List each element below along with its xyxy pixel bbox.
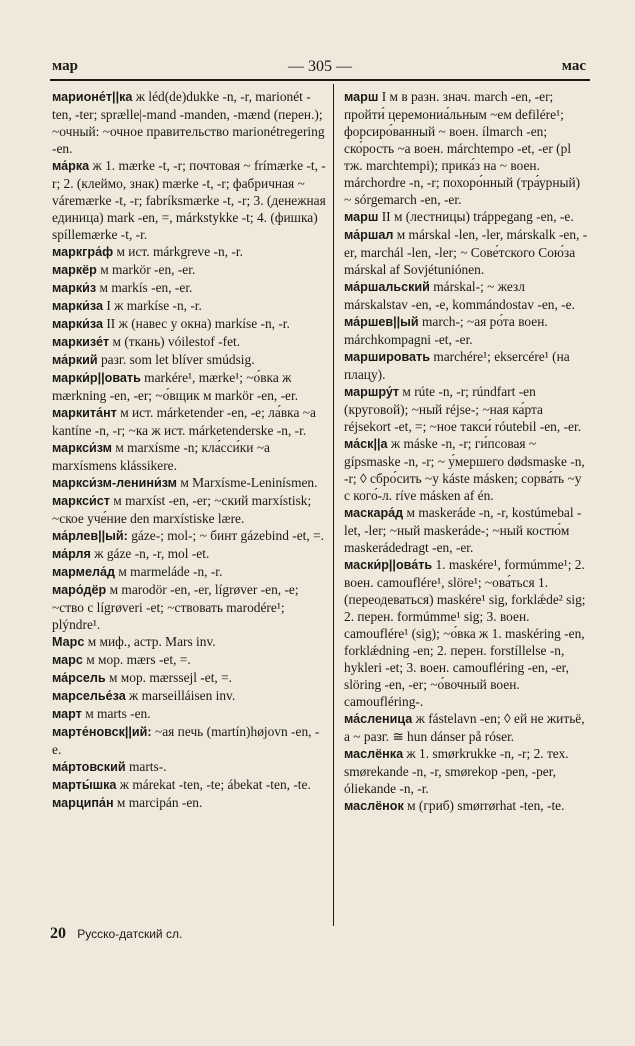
- entry-definition: ~ая печь (martín)højovn -en, -e.: [52, 724, 320, 757]
- entry-definition: м marxísme -n; кла́сси́ки ~а marxísmens klássikere.: [52, 440, 270, 473]
- entry-definition: marchére¹; ekserсére¹ (на плацу).: [344, 349, 570, 382]
- entry-definition: м (гриб) smørrørhat -ten, -te.: [403, 798, 565, 813]
- dictionary-entry: [50, 545, 326, 563]
- entry-headword: маркита́нт: [52, 406, 117, 420]
- entry-definition: márskal-; ~ жезл márskalstav -en, -e, kommándostav -en, -e.: [344, 279, 575, 312]
- left-column: [50, 88, 326, 812]
- entry-definition: м (ткань) vóilestof -fet.: [109, 334, 241, 349]
- entry-headword: маслёнка: [344, 747, 404, 761]
- entry-headword: марте́новск||ий:: [52, 725, 152, 739]
- left-guide-word: мар: [52, 58, 78, 74]
- dictionary-entry: [50, 279, 326, 297]
- entry-definition: м marmeláde -n, -r.: [115, 564, 223, 579]
- dictionary-entry: [50, 243, 326, 261]
- entry-headword: маркизе́т: [52, 335, 110, 349]
- dictionary-entry: [342, 710, 590, 745]
- entry-definition: ж 1. smørkrukke -n, -r; 2. тех. smørekande -n, -r, smørekop -pen, -per, óliekande -n, -r.: [344, 746, 569, 796]
- entry-headword: марш: [344, 210, 379, 224]
- entry-definition: ж fástelavn -en; ◊ ей не житьё, а ~ разг. ≅ hun dánser på róser.: [344, 711, 585, 744]
- entry-headword: ма́ршальский: [344, 280, 430, 294]
- entry-definition: I м в разн. знач. march -en, -er; пройти́ церемониа́льным ~ем defilére¹; форсиро́ванный ~ воен. ílmarch -en; ско́рость ~а воен. márchtempo -et, -er (pl тж. marchtempi); прика́з на ~ воен. márchordre -n, -r; похоро́нный (тра́урный) ~ sórgemarch -en, -er.: [344, 89, 581, 207]
- right-guide-word: мас: [561, 58, 586, 74]
- entry-definition: markére¹, mærke¹; ~о́вка ж mærkning -en, -er; ~о́вщик м markör -en, -er.: [52, 370, 299, 403]
- dictionary-entry: [342, 556, 590, 710]
- entry-headword: ма́ршев||ый: [344, 315, 419, 329]
- entry-definition: м markís -en, -er.: [96, 280, 193, 295]
- dictionary-entry: [50, 439, 326, 474]
- entry-headword: марселье́за: [52, 689, 126, 703]
- dictionary-entry: [50, 88, 326, 157]
- entry-headword: маршировать: [344, 350, 430, 364]
- entry-definition: м maskeráde -n, -r, kostúmebal -let, -ler; ~ный maskeráde-; ~ный костю́м maskerádedragt -en, -er.: [344, 505, 582, 555]
- entry-headword: марты́шка: [52, 778, 117, 792]
- entry-definition: м Marxísme-Leninísmen.: [176, 475, 318, 490]
- entry-headword: ма́рля: [52, 547, 91, 561]
- entry-definition: ж gáze -n, -r, mol -et.: [90, 546, 210, 561]
- entry-definition: м ист. márketender -en, -e; ла́вка ~а kantíne -n, -r; ~ка ж ист. márketenderske -n, -r.: [52, 405, 316, 438]
- entry-headword: ма́ршал: [344, 228, 394, 242]
- dictionary-entry: [50, 776, 326, 794]
- entry-headword: марс: [52, 653, 83, 667]
- entry-headword: марки́за: [52, 317, 103, 331]
- dictionary-entry: [50, 492, 326, 527]
- right-column: [342, 88, 590, 815]
- entry-definition: м markör -en, -er.: [96, 262, 196, 277]
- dictionary-entry: [50, 261, 326, 279]
- entry-definition: м marts -en.: [81, 706, 151, 721]
- dictionary-entry: [50, 315, 326, 333]
- entry-headword: маро́дёр: [52, 583, 107, 597]
- entry-definition: II ж (навес у окна) markíse -n, -r.: [103, 316, 290, 331]
- dictionary-entry: [342, 797, 590, 815]
- dictionary-entry: [342, 278, 590, 313]
- dictionary-entry: [50, 369, 326, 404]
- dictionary-entry: [342, 208, 590, 226]
- entry-headword: маски́р||ова́ть: [344, 558, 433, 572]
- entry-headword: марш: [344, 90, 379, 104]
- entry-definition: разг. som let blíver smúdsig.: [97, 352, 255, 367]
- entry-headword: маркгра́ф: [52, 245, 114, 259]
- entry-definition: м marxíst -en, -er; ~ский marxístisk; ~ское уче́ние den marxístiske lære.: [52, 493, 312, 526]
- entry-definition: м márskal -len, -ler, márskalk -en, -er, marchál -len, -ler; ~ Сове́тского Сою́за márskal af Sovjétuniónen.: [344, 227, 588, 277]
- entry-headword: ма́рлев||ый:: [52, 529, 128, 543]
- entry-headword: марки́за: [52, 299, 103, 313]
- entry-definition: marts-.: [125, 759, 167, 774]
- header-rule: [50, 79, 590, 81]
- dictionary-entry: [342, 88, 590, 208]
- entry-definition: м rúte -n, -r; rúndfart -en (круговой); ~ный réjse-; ~ная ка́рта réjsekort -et, =; ~ное такси́ róutebil -en, -er.: [344, 384, 582, 434]
- entry-headword: ма́ск||а: [344, 437, 388, 451]
- entry-definition: ж máske -n, -r; ги́псовая ~ gípsmaske -n, -r; ~ у́мершего dødsmaske -n, -r; ◊ сбро́сить ~у káste másken; сорва́ть ~у с кого́-л. ríve másken af én.: [344, 436, 585, 503]
- entry-headword: мармела́д: [52, 565, 115, 579]
- entry-definition: м marcipán -en.: [113, 795, 203, 810]
- entry-definition: м ист. márkgreve -n, -r.: [113, 244, 243, 259]
- entry-headword: Марс: [52, 635, 85, 649]
- dictionary-entry: [342, 313, 590, 348]
- entry-definition: ж márekat -ten, -te; ábekat -ten, -te.: [116, 777, 311, 792]
- entry-headword: ма́сленица: [344, 712, 413, 726]
- dictionary-entry: [342, 504, 590, 556]
- entry-definition: II м (лестницы) tráppegang -en, -e.: [378, 209, 574, 224]
- dictionary-entry: [342, 226, 590, 278]
- entry-headword: ма́рка: [52, 159, 90, 173]
- dictionary-entry: [50, 633, 326, 651]
- dictionary-entry: [50, 723, 326, 758]
- dictionary-entry: [50, 669, 326, 687]
- entry-headword: ма́рсель: [52, 671, 106, 685]
- dictionary-entry: [342, 348, 590, 383]
- running-header: [50, 58, 590, 80]
- page-number: — 305 —: [288, 58, 352, 75]
- dictionary-entry: [50, 351, 326, 369]
- entry-definition: м миф., астр. Mars inv.: [84, 634, 216, 649]
- dictionary-entry: [50, 794, 326, 812]
- entry-definition: march-; ~ая ро́та воен. márchkompagni -et, -er.: [344, 314, 548, 347]
- entry-definition: 1. maskére¹, formúmme¹; 2. воен. camouflére¹, slöre¹; ~ова́ться 1. (переодеваться) maskére¹ sig, forklǽde² sig; 2. перен. formúmme¹ sig; 3. воен. camouflére¹ (sig); ~о́вка ж 1. maskéring -en, forklǽdning -en; 2. перен. forstíllelse -n, hykleri -et; 3. воен. camoufléring -en, -er, slöring -en, -er; ~о́вочный воен. camoufléring-.: [344, 557, 586, 709]
- entry-headword: маркси́зм: [52, 441, 112, 455]
- dictionary-entry: [50, 333, 326, 351]
- column-divider: [333, 84, 334, 926]
- dictionary-entry: [342, 435, 590, 504]
- dictionary-entry: [50, 404, 326, 439]
- dictionary-entry: [50, 758, 326, 776]
- dictionary-entry: [50, 474, 326, 492]
- entry-definition: м мор. mærs -et, =.: [82, 652, 191, 667]
- dictionary-entry: [50, 527, 326, 545]
- dictionary-entry: [50, 581, 326, 633]
- book-title: Русско-датский сл.: [77, 927, 183, 941]
- signature-mark: 20: [50, 925, 66, 942]
- entry-definition: м мор. mærssejl -et, =.: [105, 670, 233, 685]
- dictionary-entry: [342, 383, 590, 435]
- dictionary-entry: [50, 705, 326, 723]
- entry-definition: м marodör -en, -er, lígrøver -en, -e; ~ство с lígrøveri -et; ~ствовать marodére¹; plýndre¹.: [52, 582, 299, 632]
- entry-definition: gáze-; mol-; ~ бинт gázebind -et, =.: [127, 528, 324, 543]
- entry-headword: маркси́зм-ленини́зм: [52, 476, 177, 490]
- dictionary-entry: [50, 563, 326, 581]
- dictionary-entry: [50, 687, 326, 705]
- entry-headword: маркси́ст: [52, 494, 110, 508]
- dictionary-entry: [50, 157, 326, 243]
- dictionary-entry: [50, 297, 326, 315]
- entry-headword: март: [52, 707, 82, 721]
- entry-headword: ма́ркий: [52, 353, 98, 367]
- entry-headword: марионе́т||ка: [52, 90, 133, 104]
- entry-headword: маскара́д: [344, 506, 404, 520]
- entry-headword: ма́ртовский: [52, 760, 126, 774]
- entry-headword: маршру́т: [344, 385, 400, 399]
- page-footer: [50, 925, 590, 943]
- entry-headword: марки́р||овать: [52, 371, 141, 385]
- dictionary-entry: [50, 651, 326, 669]
- entry-headword: маркёр: [52, 263, 97, 277]
- entry-definition: I ж markíse -n, -r.: [103, 298, 202, 313]
- entry-definition: ж 1. mærke -t, -r; почтовая ~ frímærke -t, -r; 2. (клеймо, знак) mærke -t, -r; фабричная ~ váremærke -t, -r; fabríksmærke -t, -r; 3. (денежная единица) mark -en, =, márkstykke -t; 4. (фишка) spíllemærke -t, -r.: [52, 158, 326, 242]
- entry-headword: марки́з: [52, 281, 97, 295]
- entry-headword: марципа́н: [52, 796, 114, 810]
- entry-definition: ж marseilláisen inv.: [125, 688, 236, 703]
- entry-definition: ж léd(de)dukke -n, -r, marionét -ten, -ter; sprælle|-mand -manden, -mænd (перен.); ~очный: ~очное правительство marionétregering -en.: [52, 89, 325, 156]
- entry-headword: маслёнок: [344, 799, 404, 813]
- dictionary-entry: [342, 745, 590, 797]
